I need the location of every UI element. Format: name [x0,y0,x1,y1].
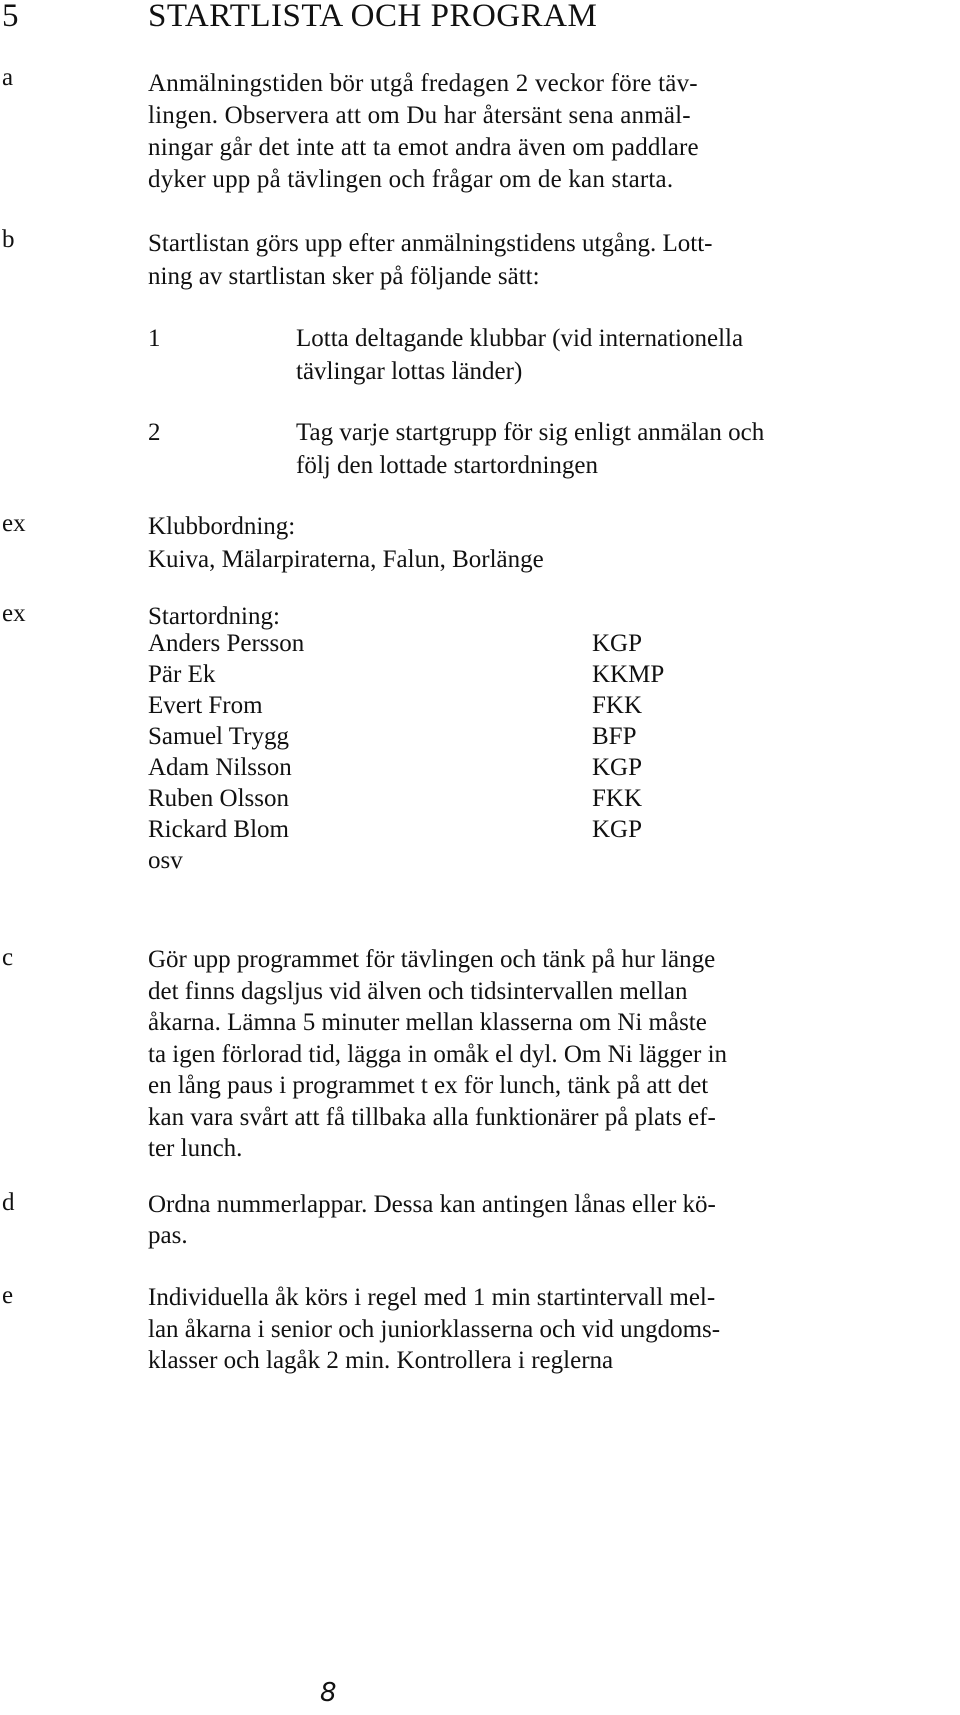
lottning-step-1 [0,322,960,392]
start-row [0,630,960,664]
paragraph-line: ter lunch. [148,1135,243,1162]
paragraph-line: Startlistan görs upp efter anmälningstidens utgång. Lott- [148,230,713,257]
paragraph-d [148,1189,948,1251]
step-line: Lotta deltagande klubbar (vid internationella [296,325,744,352]
starter-club: BFP [592,723,637,750]
paragraph-a [148,68,948,196]
start-list-continues: osv [148,847,183,874]
example-marker: ex [2,510,26,537]
paragraph-line: det finns dagsljus vid älven och tidsintervallen mellan [148,977,688,1005]
step-text [296,322,956,388]
paragraph-line: Gör upp programmet för tävlingen och tänk på hur länge [148,946,716,973]
start-row [0,847,960,881]
paragraph-line: ning av startlistan sker på följande sätt: [148,263,540,290]
starter-club: KGP [592,816,643,843]
starter-name: Adam Nilsson [148,754,292,781]
paragraph-line: Individuella åk körs i regel med 1 min startintervall mel- [148,1284,716,1311]
starter-club: FKK [592,785,643,812]
start-row [0,785,960,819]
paragraph-e [148,1282,948,1377]
step-text [296,416,956,482]
paragraph-line: lingen. Observera att om Du har återsänt sena anmäl- [148,102,691,129]
item-marker-a: a [2,64,14,91]
paragraph-line: klasser och lagåk 2 min. Kontrollera i reglerna [148,1347,614,1374]
starter-club: KGP [592,630,643,657]
paragraph-c [148,944,948,1165]
example-marker: ex [2,600,26,627]
step-number: 1 [148,325,161,352]
section-heading [0,0,960,42]
paragraph-line: ta igen förlorad tid, lägga in omåk el dyl. Om Ni lägger in [148,1040,728,1068]
step-number: 2 [148,419,161,446]
start-row [0,816,960,850]
example-value: Kuiva, Mälarpiraterna, Falun, Borlänge [148,546,544,573]
starter-name: Anders Persson [148,630,305,657]
starter-club: KKMP [592,661,665,688]
start-row [0,692,960,726]
paragraph-line: ningar går det inte att ta emot andra även om paddlare [148,134,699,161]
item-marker-c: c [2,944,14,971]
paragraph-line: dyker upp på tävlingen och frågar om de kan starta. [148,166,674,193]
step-line: Tag varje startgrupp för sig enligt anmälan och [296,419,765,446]
item-marker-b: b [2,226,15,253]
start-order-label: Startordning: [148,603,280,630]
paragraph-line: lan åkarna i senior och juniorklasserna och vid ungdoms- [148,1315,721,1343]
starter-name: Samuel Trygg [148,723,290,750]
starter-name: Evert From [148,692,263,719]
example-label: Klubbordning: [148,513,296,540]
step-line: följ den lottade startordningen [296,452,599,479]
starter-name: Rickard Blom [148,816,289,843]
start-row [0,723,960,757]
start-row [0,754,960,788]
paragraph-b [148,227,948,293]
lottning-step-2 [0,416,960,486]
page-number: 8 [320,1678,337,1708]
paragraph-line: pas. [148,1222,188,1249]
start-row [0,661,960,695]
paragraph-line: kan vara svårt att få tillbaka alla funktionärer på plats ef- [148,1103,716,1131]
paragraph-line: Ordna nummerlappar. Dessa kan antingen lånas eller kö- [148,1191,716,1218]
item-marker-e: e [2,1282,14,1309]
paragraph-line: åkarna. Lämna 5 minuter mellan klasserna om Ni måste [148,1009,707,1036]
starter-name: Ruben Olsson [148,785,289,812]
section-title: STARTLISTA OCH PROGRAM [148,0,598,34]
paragraph-line: Anmälningstiden bör utgå fredagen 2 veckor före täv- [148,70,698,97]
club-order-example [148,510,948,576]
starter-club: FKK [592,692,643,719]
starter-club: KGP [592,754,643,781]
step-line: tävlingar lottas länder) [296,358,523,385]
paragraph-line: en lång paus i programmet t ex för lunch, tänk på att det [148,1072,709,1099]
section-number: 5 [2,0,19,34]
item-marker-d: d [2,1189,15,1216]
starter-name: Pär Ek [148,661,216,688]
